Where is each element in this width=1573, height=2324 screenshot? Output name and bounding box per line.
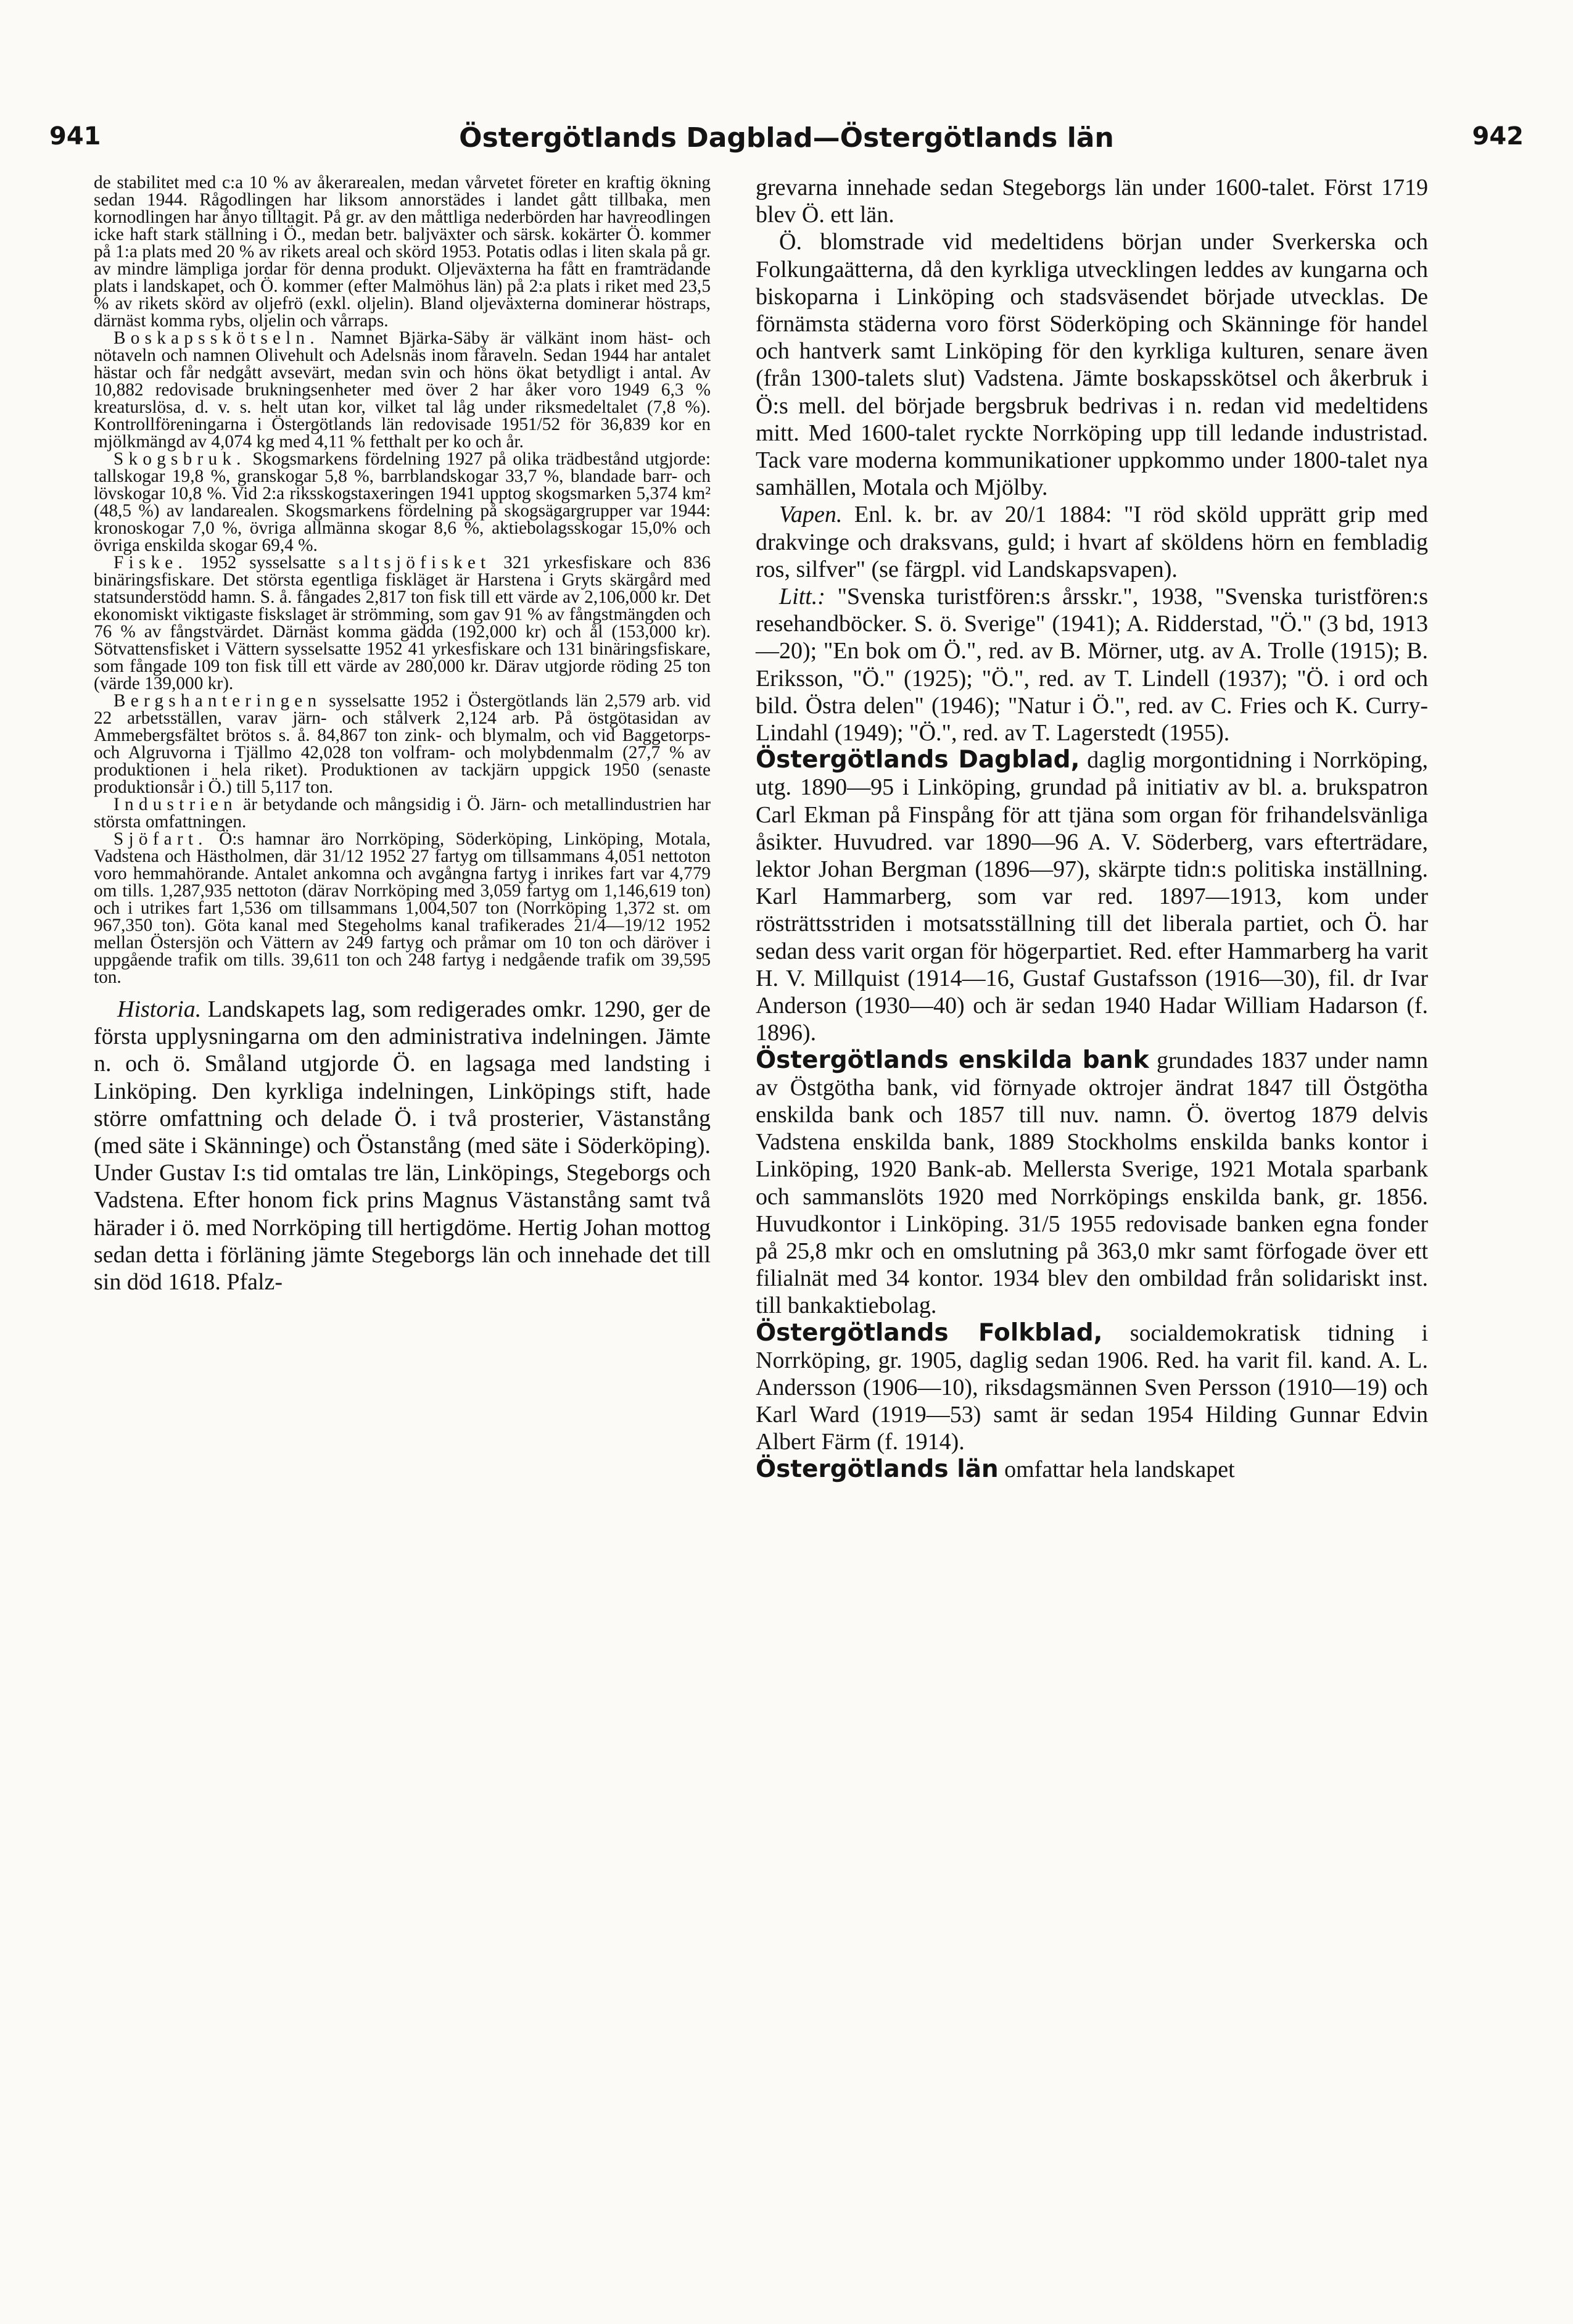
paragraph-literature: Litt.: "Svenska turistfören:s årsskr.", 1938, "Svenska turistfören:s resehandböcker. S. ö. Sverige" (1941); A. Ridderstad, "Ö." (3 bd, 1913—20); "En bok om Ö.", red. av B. Mörner, utg. av A. Trolle (1915); B. Eriksson, "Ö." (1925); "Ö.", red. av T. Lindell (1937); "Ö. i ord och bild. Östra delen" (1946); "Natur i Ö.", red. av C. Fries och K. Curry-Lindahl (1949); "Ö.", red. av T. Lagerstedt (1955). xyxy=(756,584,1428,746)
entry-lan: Östergötlands län omfattar hela landskapet xyxy=(756,1455,1235,1483)
subheading-fishing: Fiske. xyxy=(114,553,188,573)
subheading-mining: Bergshanteringen xyxy=(114,691,322,711)
paragraph-livestock: Boskapsskötseln. Namnet Bjärka-Säby är välkänt inom häst- och nötaveln och namnen Olivehult och Adelsnäs inom fåraveln. Sedan 1944 har antalet hästar och får nedgått avsevärt, medan svin och höns ökat betydligt i antal. Av 10,882 redovisade brukningsenheter med över 2 har åker voro 1949 6,3 % kreaturslösa, d. v. s. helt utan kor, vilket tal låg under riksmedeltalet (7,8 %). Kontrollföreningarna i Östergötlands län redovisade 1951/52 för 36,839 kor en mjölkmängd av 4,074 kg med 4,11 % fetthalt per ko och år. xyxy=(94,328,711,452)
subheading-coat-of-arms: Vapen. xyxy=(779,502,843,528)
paragraph-forestry: Skogsbruk. Skogsmarkens fördelning 1927 på olika trädbestånd utgjorde: tallskogar 19,8 %, granskogar 5,8 %, barrblandskogar 33,7 %, blandade barr- och lövskogar 10,8 %. Vid 2:a riksskogstaxeringen 1941 upptog skogsmarken 5,374 km² (48,5 %) av landarealen. Skogsmarkens fördelning på skogsägargrupper var 1944: kronoskogar 7,0 %, övriga allmänna skogar 8,6 %, aktiebolagsskogar 15,0% och övriga enskilda skogar 69,4 %. xyxy=(94,449,711,555)
right-column xyxy=(756,174,1428,1483)
paragraph-history-cont: grevarna innehade sedan Stegeborgs län under 1600-talet. Först 1719 blev Ö. ett län. xyxy=(756,175,1428,228)
subheading-forestry: Skogsbruk. xyxy=(114,449,246,469)
subheading-literature: Litt.: xyxy=(779,584,825,610)
paragraph-coat-of-arms: Vapen. Enl. k. br. av 20/1 1884: "I röd sköld upprätt grip med drakvinge och draksvans, guld; i hvart af sköldens hörn en fembladig ros, silfver" (se färgpl. vid Landskapsvapen). xyxy=(756,502,1428,582)
running-title: Östergötlands Dagblad—Östergötlands län xyxy=(459,122,1114,154)
entry-enskilda-bank: Östergötlands enskilda bank grundades 1837 under namn av Östgötha bank, vid förnyade oktrojer ändrat 1847 till Östgötha enskilda bank och 1857 till nuv. namn. Ö. övertog 1879 delvis Vadstena enskilda bank, 1889 Stockholms enskilda banks kontor i Linköping, 1920 Bank-ab. Mellersta Sverige, 1921 Motala sparbank och sammanslöts 1920 med Norrköpings enskilda bank, gr. 1856. Huvudkontor i Linköping. 31/5 1955 redovisade banken egna fonder på 25,8 mkr och en omslutning på 363,0 mkr samt förfogade över ett filialnät med 34 kontor. 1934 blev den ombildad från solidariskt inst. till bankaktiebolag. xyxy=(756,1046,1429,1319)
paragraph-medieval: Ö. blomstrade vid medeltidens början under Sverkerska och Folkungaätterna, då den kyrkliga utvecklingen leddes av kungarna och biskoparna i Linköping och stadsväsendet började utvecklas. De förnämsta städerna voro först Söderköping och Skänninge för handel och hantverk samt Linköping för den kyrkliga kulturen, senare även (från 1300-talets slut) Vadstena. Jämte boskapsskötsel och åkerbruk i Ö:s mell. del började bergsbruk bedrivas i n. redan vid medeltidens mitt. Med 1600-talet ryckte Norrköping upp till ledande industristad. Tack vare moderna kommunikationer uppkommo under 1800-talet nya samhällen, Motala och Mjölby. xyxy=(756,229,1428,501)
paragraph-industry: Industrien är betydande och mångsidig i Ö. Järn- och metallindustrien har största omfattningen. xyxy=(94,795,711,832)
entry-folkblad: Östergötlands Folkblad, socialdemokratisk tidning i Norrköping, gr. 1905, daglig sedan 1906. Red. ha varit fil. kand. A. L. Andersson (1906—10), riksdagsmännen Sven Persson (1910—19) och Karl Ward (1919—53) samt är sedan 1954 Hilding Gunnar Edvin Albert Färm (f. 1914). xyxy=(756,1318,1429,1455)
subheading-livestock: Boskapsskötseln. xyxy=(114,328,320,348)
lemma-folkblad: Östergötlands Folkblad, xyxy=(756,1318,1103,1347)
paragraph-mining: Bergshanteringen sysselsatte 1952 i Östergötlands län 2,579 arb. vid 22 arbetsställen, varav järn- och stålverk 2,124 arb. På östgötasidan av Ammebergsfältet brötos s. å. 84,867 ton zink- och blymalm, och vid Baggetorps- och Algruvorna i Tjällmo 42,028 ton volfram- och molybdenmalm (27,7 % av produktionen i hela riket). Produktionen av tackjärn uppgick 1950 (senaste produktionsår i Ö.) till 5,117 ton. xyxy=(94,691,711,797)
page-number-left: 941 xyxy=(49,122,101,151)
lemma-dagblad: Östergötlands Dagblad, xyxy=(756,746,1080,774)
page-header xyxy=(49,117,1524,160)
paragraph-history: Historia. Landskapets lag, som redigerades omkr. 1290, ger de första upplysningarna om den administrativa indelningen. Jämte n. och ö. Småland utgjorde Ö. en lagsaga med landsting i Linköping. Den kyrkliga indelningen, Linköpings stift, hade större omfattning och delade Ö. i två prosterier, Västanstång (med säte i Skänninge) och Östanstång (med säte i Söderköping). Under Gustav I:s tid omtalas tre län, Linköpings, Stegeborgs och Vadstena. Efter honom fick prins Magnus Västanstång samt två härader i ö. med Norrköping till hertigdöme. Hertig Johan mottog sedan detta i förläning jämte Stegeborgs län och innehade det till sin död 1618. Pfalz- xyxy=(94,996,711,1296)
paragraph-shipping: Sjöfart. Ö:s hamnar äro Norrköping, Söderköping, Linköping, Motala, Vadstena och Hästholmen, där 31/12 1952 27 fartyg om tillsammans 4,051 nettoton voro hemmahörande. Antalet ankomna och avgångna fartyg i inrikes fart var 4,779 om tills. 1,287,935 nettoton (därav Norrköping med 3,059 fartyg om 1,146,619 ton) och i utrikes fart 1,536 om tillsammans 1,004,507 ton (Norrköping 1,372 st. om 967,350 ton). Göta kanal med Stegeholms kanal trafikerades 21/4—19/12 1952 mellan Östersjön och Vättern av 249 fartyg och pråmar om 10 ton och däröver i uppgående trafik om tills. 39,611 ton och 248 fartyg i nedgående trafik om 39,595 ton. xyxy=(94,829,711,987)
paragraph-agriculture: de stabilitet med c:a 10 % av åkerarealen, medan vårvetet företer en kraftig ökning sedan 1944. Rågodlingen har liksom annorstädes i landet gått tillbaka, men kornodlingen har ånyo tilltagit. På gr. av den måttliga nederbörden har havreodlingen icke haft stark ställning i Ö., medan betr. baljväxter och särsk. kokärter Ö. kommer på 1:a plats med 20 % av rikets areal och skörd 1953. Potatis odlas i liten skala på gr. av mindre lämpliga jordar för denna produkt. Oljeväxterna ha fått en framträdande plats i landskapet, och Ö. kommer (efter Malmöhus län) på 2:a plats i riket med 23,5 % av rikets skörd av oljefrö (exkl. oljelin). Bland oljeväxterna dominerar höstraps, därnäst komma rybs, oljelin och vårraps. xyxy=(94,173,711,331)
history-section xyxy=(94,996,711,1296)
statistics-section xyxy=(94,174,711,986)
subheading-shipping: Sjöfart. xyxy=(114,829,208,849)
subheading-history: Historia. xyxy=(117,996,202,1022)
entry-dagblad: Östergötlands Dagblad, daglig morgontidning i Norrköping, utg. 1890—95 i Linköping, grundad på initiativ av bl. a. brukspatron Carl Ekman på Finspång för att tjäna som organ för frihandelsvänliga åsikter. Huvudred. var 1890—96 A. V. Söderberg, vars efterträdare, lektor Johan Bergman (1896—97), skärpte tidn:s politiska inställning. Karl Hammarberg, som var red. 1897—1913, kom under rösträttsstriden i motsatsställning till det liberala partiet, och Ö. har sedan dess varit organ för högerpartiet. Red. efter Hammarberg ha varit H. V. Millquist (1914—16, Gustaf Gustafsson (1916—30), fil. dr Ivar Anderson (1930—40) och är sedan 1940 Hadar William Hadarson (f. 1896). xyxy=(756,746,1429,1046)
lemma-enskilda-bank: Östergötlands enskilda bank xyxy=(756,1046,1149,1074)
lemma-lan: Östergötlands län xyxy=(756,1455,999,1483)
paragraph-fishing: Fiske. 1952 sysselsatte saltsjöfisket 321 yrkesfiskare och 836 binäringsfiskare. Det största egentliga fiskläget är Harstena i Gryts skärgård med statsunderstödd hamn. S. å. fångades 2,817 ton fisk till ett värde av 2,106,000 kr. Det ekonomiskt viktigaste fiskslaget är strömming, som gav 91 % av fångstmängden och 76 % av fångstvärdet. Därnäst komma gädda (192,000 kr) och ål (153,000 kr). Sötvattensfisket i Vättern sysselsatte 1952 41 yrkesfiskare och 131 binäringsfiskare, som fångade 109 ton fisk till ett värde av 280,000 kr. Därav utgjorde röding 25 ton (värde 139,000 kr). xyxy=(94,553,711,693)
left-column xyxy=(94,174,711,1296)
subheading-industry: Industrien xyxy=(114,795,237,814)
page-number-right: 942 xyxy=(1472,122,1524,151)
